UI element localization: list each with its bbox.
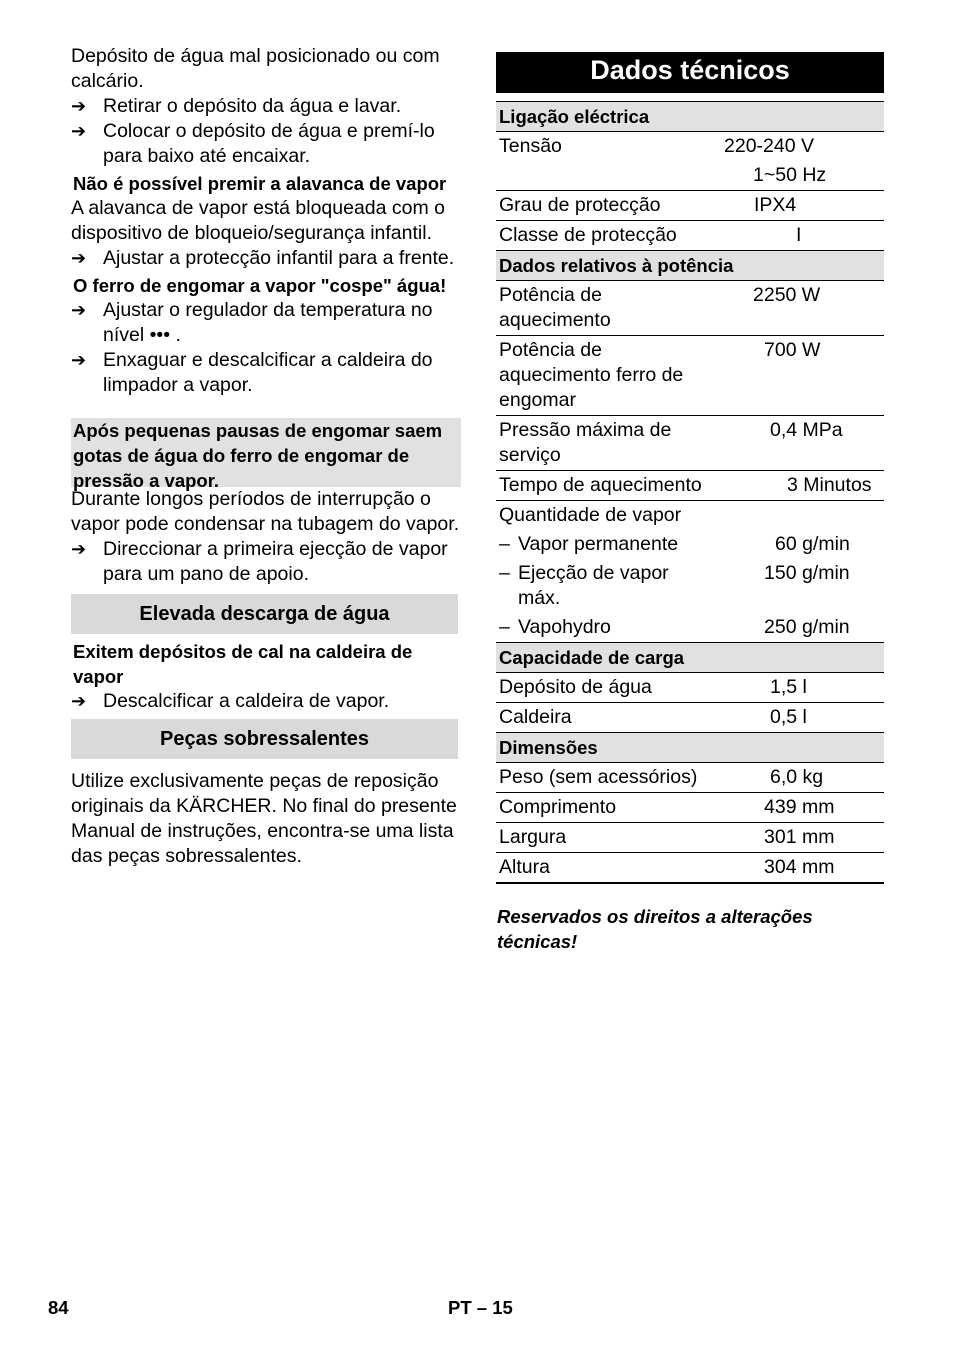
row-value: 700 W bbox=[764, 339, 821, 361]
list-item: ➔ Enxaguar e descalcificar a caldeira do limpador a vapor. bbox=[71, 349, 433, 396]
list-item: ➔ Descalcificar a caldeira de vapor. bbox=[71, 690, 390, 712]
row-label: Quantidade de vapor bbox=[499, 504, 682, 526]
list-item: ➔ Direccionar a primeira ejecção de vapor para um pano de apoio. bbox=[71, 538, 448, 585]
section-heading: Elevada descarga de água bbox=[71, 594, 458, 634]
row-label: Peso (sem acessórios) bbox=[499, 766, 698, 788]
group-heading: Dados relativos à potência bbox=[496, 251, 884, 281]
row-label: Caldeira bbox=[499, 706, 572, 728]
row-value: 439 mm bbox=[764, 796, 835, 818]
row-value: 304 mm bbox=[764, 856, 835, 878]
arrow-right-icon: ➔ bbox=[71, 539, 87, 559]
reserved-note: Reservados os direitos a alterações técnicas! bbox=[497, 906, 813, 952]
row-value: 0,4 MPa bbox=[770, 419, 843, 441]
row-label: Tempo de aquecimento bbox=[499, 474, 702, 496]
list-item: ➔ Retirar o depósito da água e lavar. bbox=[71, 95, 402, 117]
grey-heading: Após pequenas pausas de engomar saem gotas de água do ferro de engomar de pressão a vapor. bbox=[71, 418, 461, 487]
row-value: 1~50 Hz bbox=[753, 164, 827, 186]
section-heading: Peças sobressalentes bbox=[71, 719, 458, 759]
row-label: Largura bbox=[499, 826, 567, 848]
group-heading: Capacidade de carga bbox=[496, 643, 884, 673]
row-value: 6,0 kg bbox=[770, 766, 824, 788]
subheading: Não é possível premir a alavanca de vapor bbox=[73, 173, 447, 194]
left-column bbox=[71, 44, 461, 869]
arrow-right-icon: ➔ bbox=[71, 350, 87, 370]
row-label: Potência de aquecimento ferro de engomar bbox=[499, 339, 684, 411]
list-item: ➔ Ajustar a protecção infantil para a frente. bbox=[71, 247, 455, 269]
dash-icon: – bbox=[499, 616, 510, 638]
paragraph: Durante longos períodos de interrupção o vapor pode condensar na tubagem do vapor. bbox=[71, 488, 460, 535]
page-number: 84 bbox=[48, 1297, 69, 1318]
arrow-right-icon: ➔ bbox=[71, 121, 87, 141]
subheading: O ferro de engomar a vapor "cospe" água! bbox=[73, 275, 447, 296]
row-label: Altura bbox=[499, 856, 550, 878]
row-label: Comprimento bbox=[499, 796, 617, 818]
dash-icon: – bbox=[499, 562, 510, 584]
row-value: 0,5 l bbox=[770, 706, 807, 728]
row-label: Pressão máxima de serviço bbox=[499, 419, 672, 466]
row-label: Classe de protecção bbox=[499, 224, 677, 246]
arrow-right-icon: ➔ bbox=[71, 300, 87, 320]
group-heading: Ligação eléctrica bbox=[496, 102, 884, 132]
row-value: 250 g/min bbox=[764, 616, 850, 638]
row-value: 1,5 l bbox=[770, 676, 807, 698]
paragraph: Utilize exclusivamente peças de reposição originais da KÄRCHER. No final do presente Manual de instruções, encontra-se uma lista das peças sobressalentes. bbox=[71, 770, 457, 867]
row-label: Grau de protecção bbox=[499, 194, 661, 216]
dash-icon: – bbox=[499, 533, 510, 555]
row-label: Potência de aquecimento bbox=[499, 284, 611, 331]
intro-text: Depósito de água mal posicionado ou com calcário. bbox=[71, 45, 440, 92]
row-value: 60 g/min bbox=[775, 533, 850, 555]
right-column bbox=[496, 52, 884, 954]
language-page-label: PT – 15 bbox=[448, 1297, 513, 1318]
subheading: Exitem depósitos de cal na caldeira de vapor bbox=[73, 641, 413, 687]
list-item: ➔ Colocar o depósito de água e premí-lo para baixo até encaixar. bbox=[71, 120, 435, 167]
row-label: Depósito de água bbox=[499, 676, 652, 698]
group-heading: Dimensões bbox=[496, 733, 884, 763]
row-label: Tensão bbox=[499, 135, 562, 157]
arrow-right-icon: ➔ bbox=[71, 691, 87, 711]
arrow-right-icon: ➔ bbox=[71, 96, 87, 116]
row-value: 301 mm bbox=[764, 826, 835, 848]
tech-data-table: Ligação eléctrica Tensão 220-240 V 1~50 Hz Grau de protecção IPX4 Classe de protecção I Dados relativos à potência Potência de aquecimento 2250 W Potência de aquecimento ferro de engomar 700 W Pressão máxima de serviço 0,4 MPa Tempo de aquecimento 3 Minutos Quantidade de vapor – Vapor permanente 60 g/min – Ejecção de vapor máx. 150 g/min – Vapohydro 250 g/min Capacidade de carga Depósito de água 1,5 l Caldeira 0,5 l Dimensões Peso (sem acessórios) 6,0 kg Comprimento 439 mm Largura 301 mm Altura 304 mm bbox=[496, 101, 884, 884]
list-item: ➔ Ajustar o regulador da temperatura no nível ••• . bbox=[71, 299, 433, 346]
row-value: 3 Minutos bbox=[787, 474, 872, 496]
row-value: IPX4 bbox=[754, 194, 797, 216]
row-value: 220-240 V bbox=[724, 135, 814, 157]
row-value: I bbox=[796, 224, 802, 246]
page-title: Dados técnicos bbox=[496, 52, 884, 93]
row-value: 150 g/min bbox=[764, 562, 850, 584]
arrow-right-icon: ➔ bbox=[71, 248, 87, 268]
row-value: 2250 W bbox=[753, 284, 821, 306]
paragraph: A alavanca de vapor está bloqueada com o dispositivo de bloqueio/segurança infantil. bbox=[71, 197, 446, 244]
